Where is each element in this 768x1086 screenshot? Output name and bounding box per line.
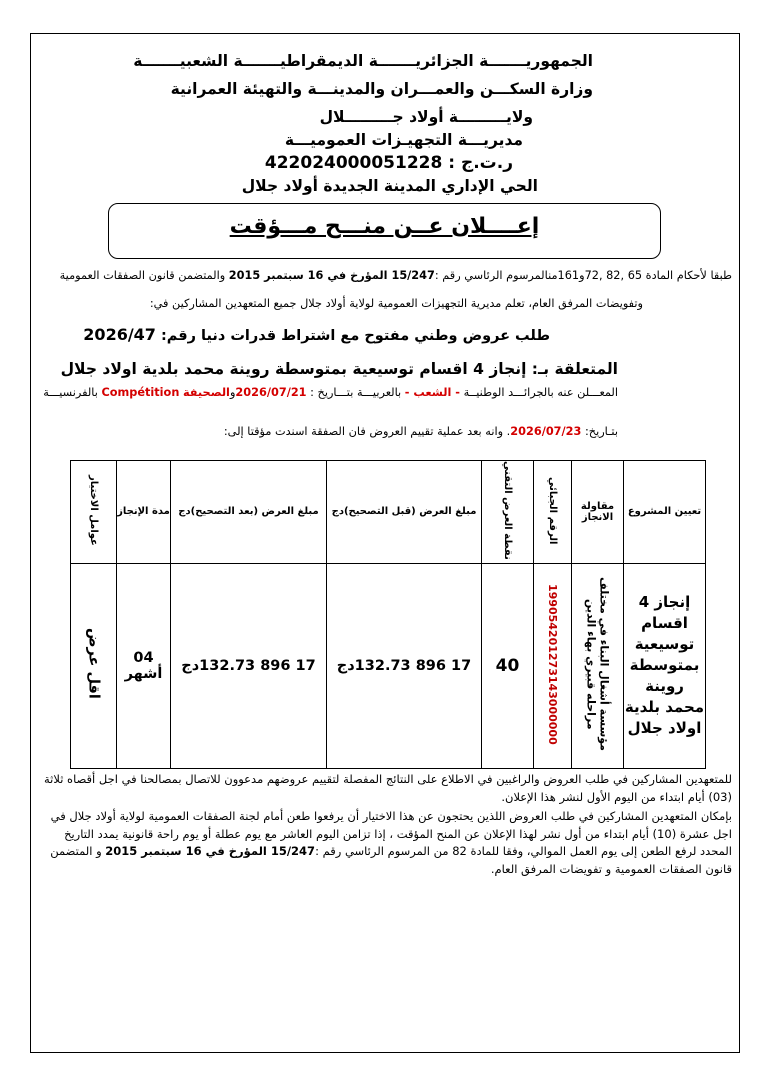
publication-b: بالعربيـــة بتـــاريخ : (310, 386, 402, 399)
announcement-title: إعــــلان عــن منـــح مـــؤقت (229, 214, 540, 239)
header-tech-score: نقطة العرض التقني (502, 461, 513, 560)
tender-number: 2026/47 (83, 325, 156, 344)
footer-p2-c: و المتضمن قانون الصفقات العمومية و تفويضات المرفق العام. (50, 844, 732, 876)
header-duration: مدة الإنجاز (117, 461, 171, 564)
footer-paragraph-2 (36, 808, 732, 878)
republic-title: الجمهوريـــــــة الجزائريـــــــة الديمقراطيـــــــة الشعبيـــــــة (133, 52, 593, 70)
cell-duration: 04 أشهر (117, 563, 171, 768)
header-contractor: مقاولة الانجاز (572, 461, 624, 564)
cell-amount-after: 17 896 132.73دج (171, 563, 327, 768)
cell-contractor: مؤسسة أشغال البناء في مختلف مراحله قبيري بهاء الدين (584, 576, 611, 751)
header-score-cell (482, 461, 534, 564)
table-header-row (71, 461, 706, 564)
cell-amount-before: 17 896 132.73دج (327, 563, 482, 768)
footer-paragraph-1: للمتعهدين المشاركين في طلب العروض والراغبين في الاطلاع على النتائج المفصلة لتقييم عروضهم مدعوون للاتصال بمصالحنا في اجل أقصاه ثلاثة (03) أيام ابتداء من اليوم الأول لنشر هذا الإعلان. (43, 772, 732, 804)
directorate-title: مديريـــة التجهيـزات العموميـــة (284, 131, 523, 149)
table-row (71, 563, 706, 768)
publication-a: المعـــلن عنه بالجرائـــد الوطنيــة (463, 386, 618, 399)
publication-line (43, 386, 618, 399)
publication-d: الصحيفة (182, 386, 230, 399)
wilaya-title: ولايـــــــــة أولاد جـــــــــلال (319, 108, 533, 126)
intro-line-1 (60, 269, 732, 282)
evaluation-date: 2026/07/23 (510, 425, 582, 438)
cell-project: إنجاز 4 اقسام توسيعية بمتوسطة روينة محمد بلدية اولاد جلال (624, 563, 706, 768)
newspaper-arabic: - الشعب - (404, 386, 460, 399)
decree-reference: 15/247 المؤرخ في 16 سبتمبر 2015 (228, 269, 435, 282)
tender-label: طلب عروض وطني مفتوح مع اشتراط قدرات دنيا رقم: (161, 328, 550, 344)
intro-line-1-c: والمتضمن قانون الصفقات العمومية (59, 269, 226, 282)
evaluation-b: . وانه بعد عملية تقييم العروض فان الصفقة اسندت مؤقتا إلى: (223, 425, 511, 438)
evaluation-a: بتـاريخ: (584, 425, 618, 438)
header-criteria: عوامل الاختيار (88, 475, 99, 546)
publication-date: 2026/07/21 (235, 386, 307, 399)
evaluation-line (224, 425, 618, 438)
publication-e: بالفرنسيـــة (43, 386, 98, 399)
intro-line-1-a: طبقا لأحكام المادة 65 ,82 ,72و161منالمرسوم الرئاسي رقم : (434, 269, 732, 282)
address: الحي الإداري المدينة الجديدة أولاد جلال (241, 177, 538, 195)
rtj-line (265, 153, 513, 173)
header-amount-after: مبلغ العرض (بعد التصحيح)دج (171, 461, 327, 564)
intro-line-2: وتفويضات المرفق العام، تعلم مديرية التجهيزات العمومية لولاية أولاد جلال جميع المتعهدين المشاركين في: (149, 297, 643, 310)
award-table (70, 460, 706, 769)
cell-contractor-wrap (572, 563, 624, 768)
cell-fiscal-wrap (534, 563, 572, 768)
header-amount-before: مبلغ العرض (قبل التصحيح)دج (327, 461, 482, 564)
newspaper-french: Compétition (101, 386, 180, 399)
cell-fiscal: 199054201273143000000 (546, 583, 559, 745)
publication-c: و (229, 386, 236, 399)
footer-decree-reference: 15/247 المؤرخ في 16 سبتمبر 2015 (105, 844, 316, 858)
cell-criteria: اقل عرض (85, 628, 102, 700)
rtj-label: ر.ت.ج : (448, 153, 513, 173)
footer-p2-a: بإمكان المتعهدين المشاركين في طلب العروض اللذين يحتجون عن هذا الاختيار أن يرفعوا طعن أمام لجنة الصفقات العمومية لولاية أولاد جلال في اجل عشرة (10) أيام ابتداء من أول نشر لهذا الإعلان عن المنح المؤقت ، إذا تزامن اليوم العاشر مع يوم عطلة أو يوم راحة قانونية يمدد التاريخ المحدد لرفع الطعن إلى يوم العمل الموالي، وفقا للمادة 82 من المرسوم الرئاسي رقم : (50, 809, 732, 858)
header-fiscal: الرقم الجبائي (547, 476, 558, 545)
rtj-number: 422024000051228 (264, 153, 443, 173)
subject-line: المتعلقة بـ: إنجاز 4 اقسام توسيعية بمتوسطة روينة محمد بلدية اولاد جلال (60, 360, 618, 378)
announcement-title-box (108, 203, 661, 259)
tender-line (83, 325, 550, 344)
header-project: تعيين المشروع (624, 461, 706, 564)
header-fiscal-cell (534, 461, 572, 564)
header-criteria-cell (71, 461, 117, 564)
ministry-title: وزارة السكـــن والعمـــران والمدينـــة والتهيئة العمرانية (170, 80, 593, 98)
cell-tech-score: 40 (482, 563, 534, 768)
cell-criteria-wrap (71, 563, 117, 768)
